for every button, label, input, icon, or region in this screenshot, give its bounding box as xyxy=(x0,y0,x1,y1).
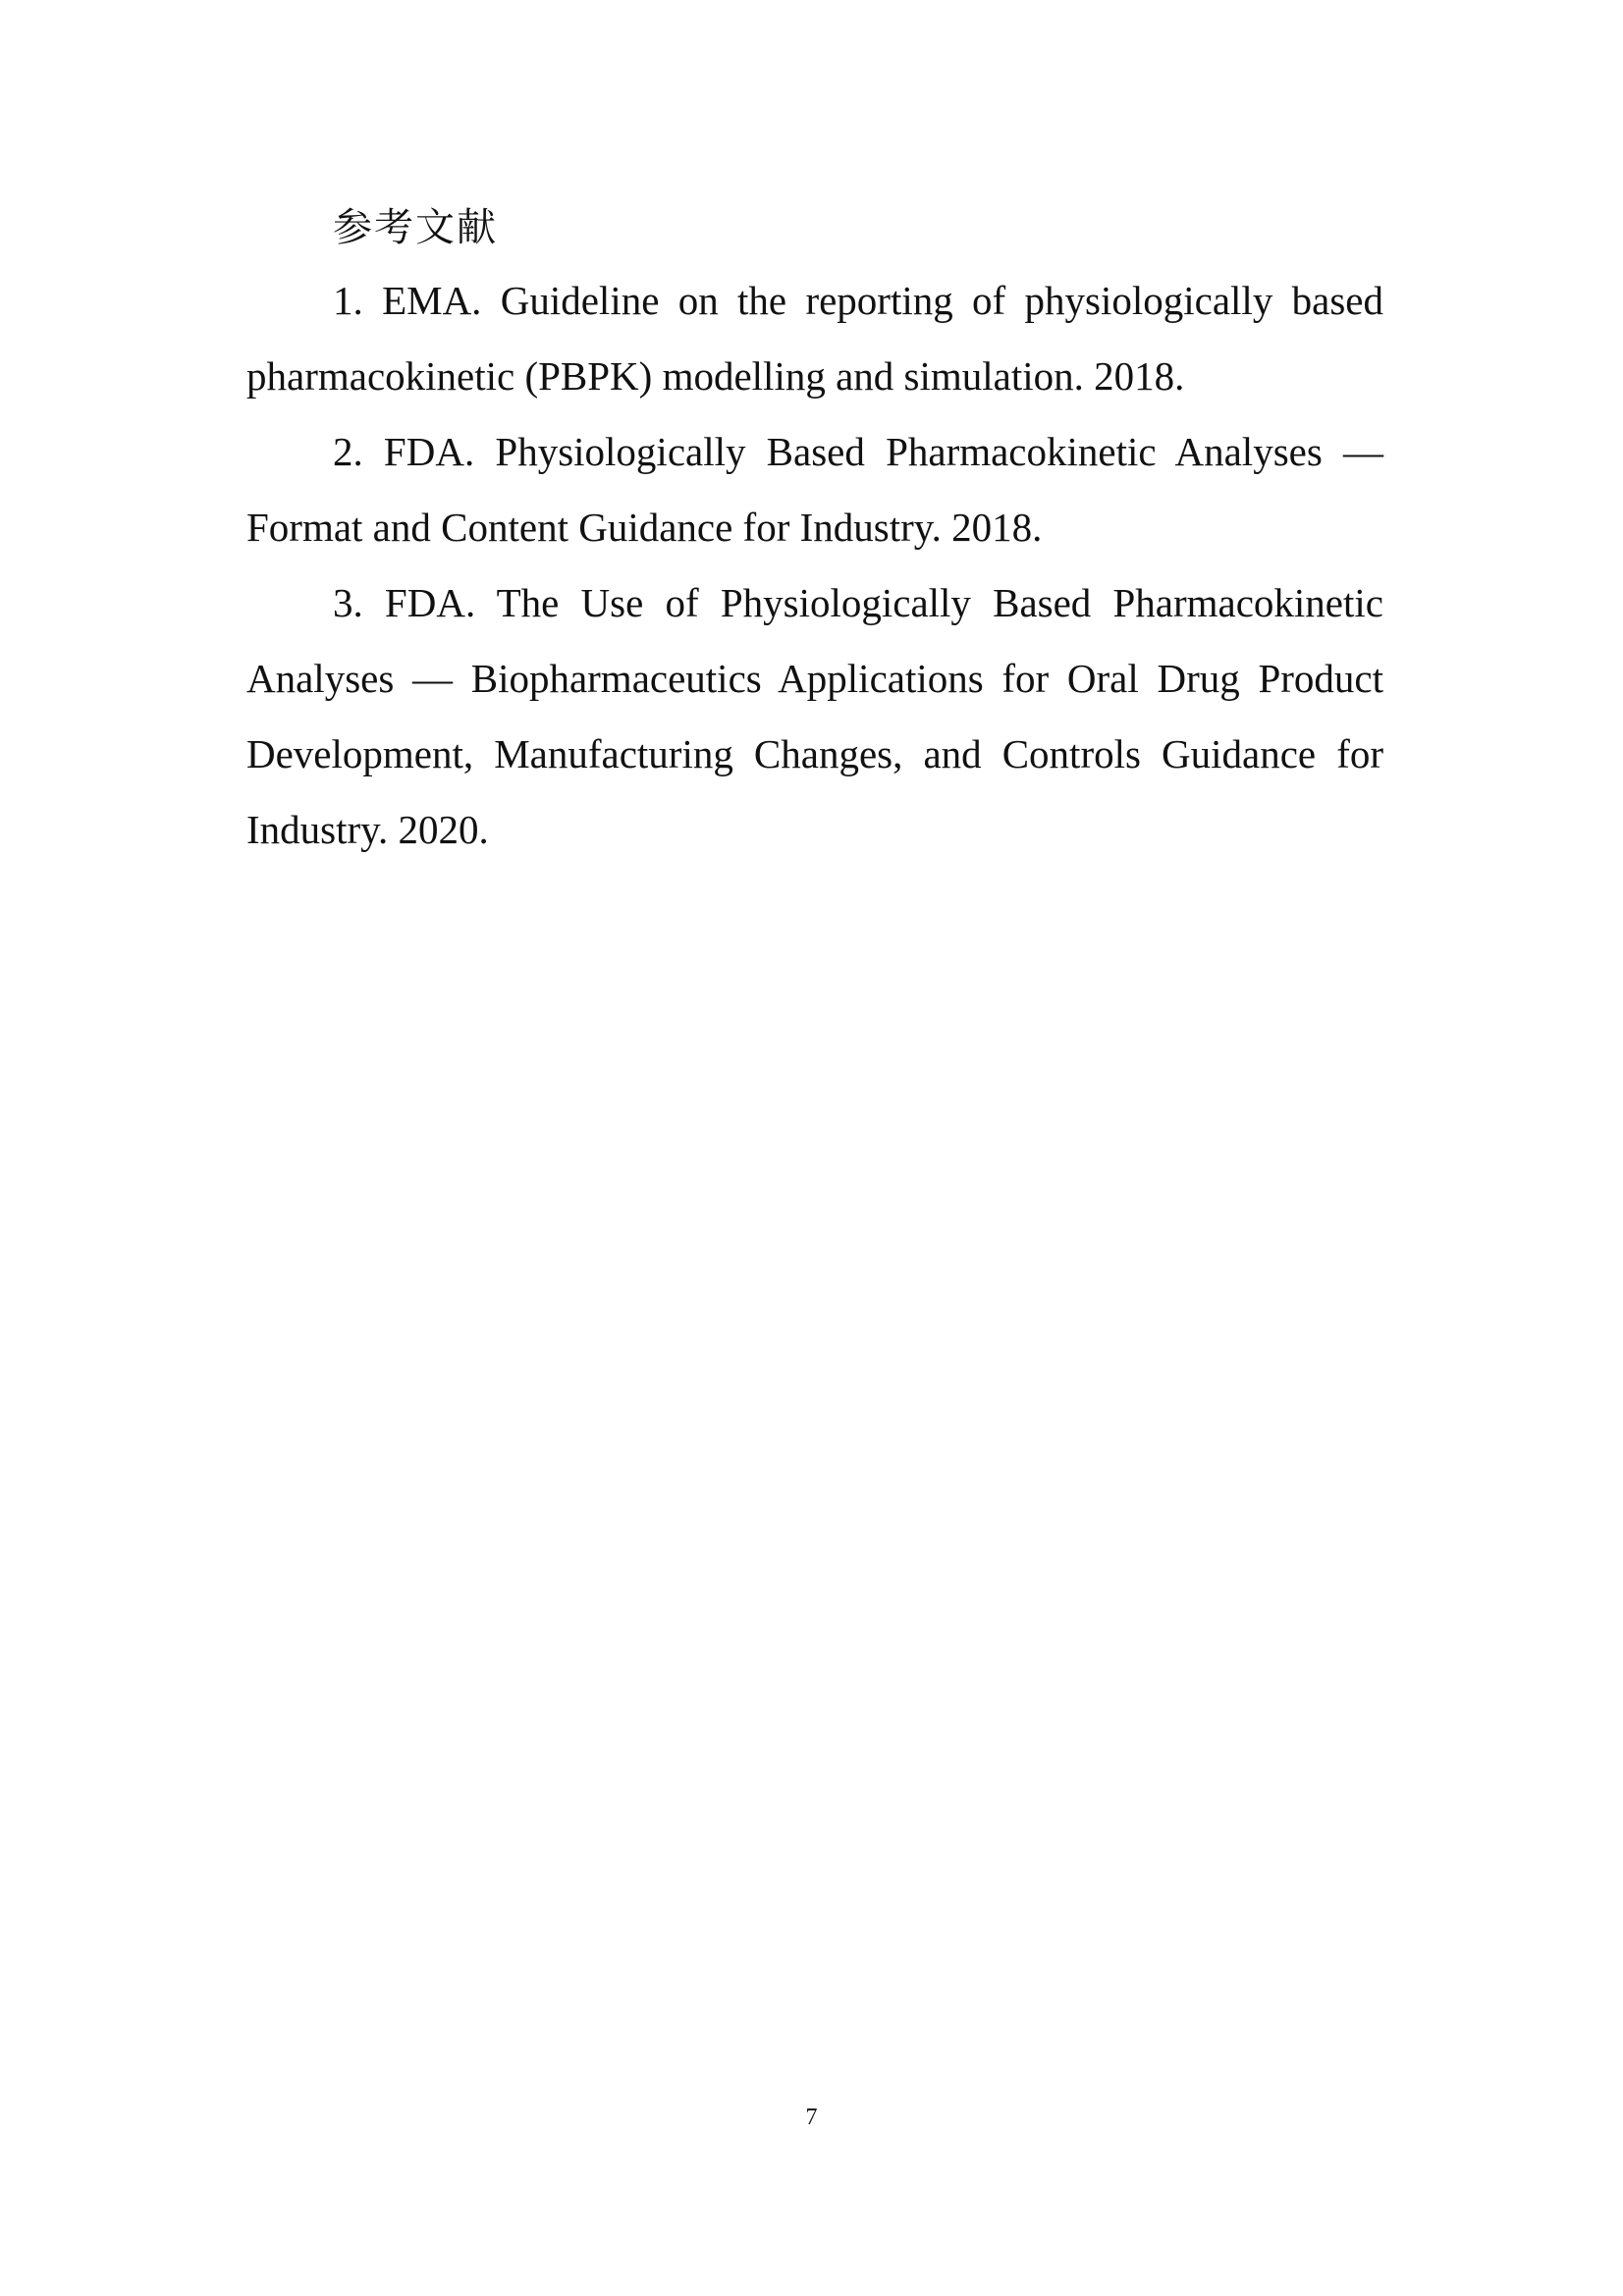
page-number: 7 xyxy=(805,2105,818,2130)
reference-item-1: 1. EMA. Guideline on the reporting of physiologically based pharmacokinetic (PBPK) modelling and simulation. 2018. xyxy=(246,278,1383,399)
reference-item-3: 3. FDA. The Use of Physiologically Based Pharmacokinetic Analyses — Biopharmaceutics Applications for Oral Drug Product Development, Manufacturing Changes, and Controls Guidance for Industry. 2020. xyxy=(246,580,1383,852)
references-heading: 参考文献 xyxy=(333,205,498,250)
reference-item-2: 2. FDA. Physiologically Based Pharmacokinetic Analyses — Format and Content Guidance for Industry. 2018. xyxy=(246,429,1383,550)
references-section xyxy=(246,192,1383,868)
